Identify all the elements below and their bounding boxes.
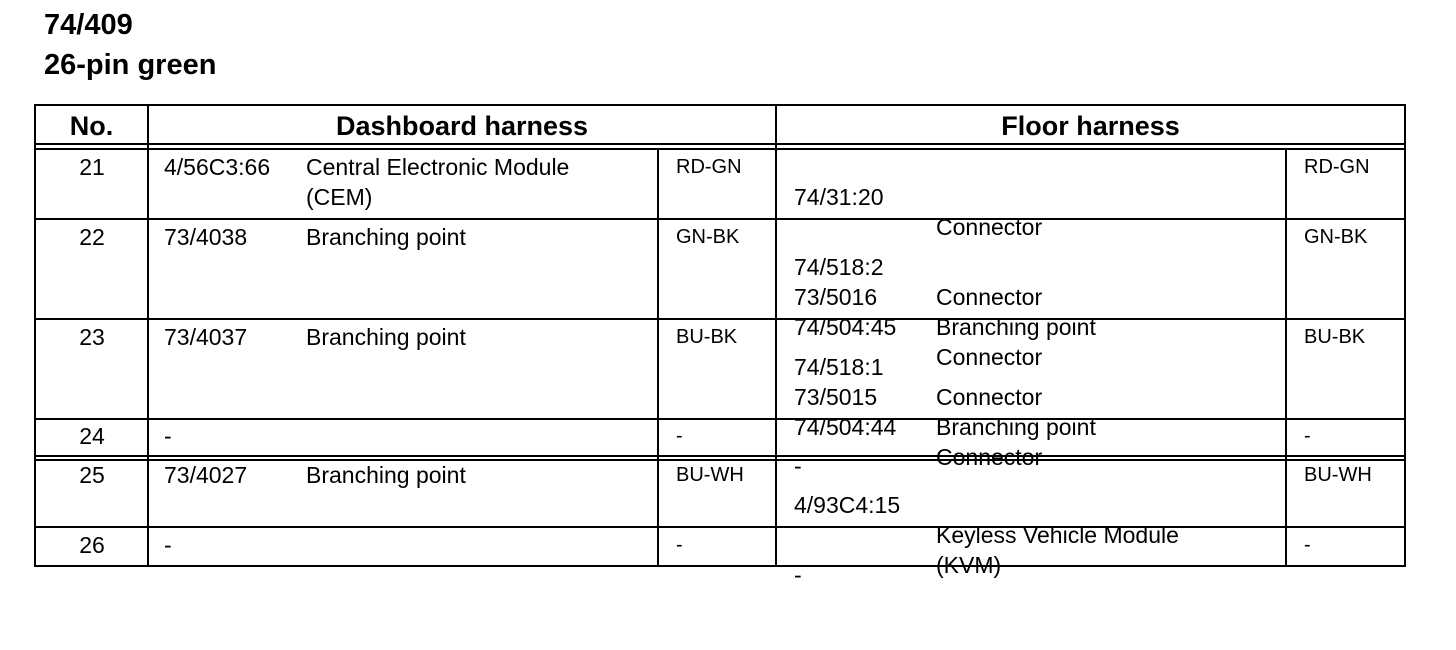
dashboard-wire-color: GN-BK — [676, 226, 740, 248]
floor-wire-color: BU-BK — [1304, 326, 1366, 348]
pin-number: 24 — [79, 423, 105, 449]
dashboard-ref: 4/56C3:66 — [164, 154, 271, 180]
pin-number: 23 — [79, 324, 105, 350]
col-divider-dash-color — [657, 149, 659, 565]
dashboard-wire-color: - — [676, 425, 683, 447]
dashboard-description: Branching point — [306, 224, 466, 250]
floor-wire-color: - — [1304, 534, 1311, 556]
floor-ref: 74/518:2 — [794, 254, 884, 280]
floor-ref: 74/31:20 — [794, 184, 884, 210]
pin-number: 22 — [79, 224, 105, 250]
floor-ref: - — [794, 453, 802, 479]
row-separator — [36, 418, 1404, 420]
header-no: No. — [69, 111, 114, 141]
connector-description: 26-pin green — [44, 49, 217, 81]
dashboard-wire-color: RD-GN — [676, 156, 742, 178]
dashboard-ref: - — [164, 532, 172, 558]
floor-ref: - — [794, 562, 802, 588]
floor-entry — [794, 530, 832, 650]
floor-description: Connector — [936, 284, 1043, 310]
pin-number: 21 — [79, 154, 105, 180]
dashboard-ref: - — [164, 423, 172, 449]
floor-wire-color: GN-BK — [1304, 226, 1368, 248]
floor-description: Connector — [936, 214, 1043, 240]
col-divider-harness — [775, 106, 777, 565]
pin-number: 25 — [79, 462, 105, 488]
floor-description: Connector — [936, 384, 1043, 410]
dashboard-wire-color: BU-WH — [676, 464, 744, 486]
pinout-table — [34, 104, 1406, 588]
dashboard-ref: 73/4037 — [164, 324, 248, 350]
floor-ref: 4/93C4:15 — [794, 492, 901, 518]
floor-description: Keyless Vehicle Module (KVM) — [936, 522, 1179, 578]
floor-ref: 74/504:45 — [794, 314, 897, 340]
floor-description: Connector — [936, 444, 1043, 470]
dashboard-wire-color: BU-BK — [676, 326, 738, 348]
floor-ref: 74/504:44 — [794, 414, 897, 440]
dashboard-description: Branching point — [306, 324, 466, 350]
floor-wire-color: - — [1304, 425, 1311, 447]
floor-description: Branching point — [936, 414, 1096, 440]
row-separator — [36, 526, 1404, 528]
header-floor-harness: Floor harness — [1001, 111, 1180, 141]
floor-description: Connector — [936, 344, 1043, 370]
floor-ref: 73/5015 — [794, 384, 878, 410]
header-rule-bottom — [36, 148, 1404, 150]
pin-number: 26 — [79, 532, 105, 558]
dashboard-ref: 73/4027 — [164, 462, 248, 488]
floor-ref: 74/518:1 — [794, 354, 884, 380]
dashboard-description: Central Electronic Module (CEM) — [306, 154, 570, 210]
row-separator — [36, 218, 1404, 220]
header-rule-top — [36, 143, 1404, 145]
dashboard-description: Branching point — [306, 462, 466, 488]
dashboard-ref: 73/4038 — [164, 224, 248, 250]
connector-id: 74/409 — [44, 9, 133, 41]
header-dashboard-harness: Dashboard harness — [335, 111, 589, 141]
row-separator — [36, 455, 1404, 457]
floor-wire-color: RD-GN — [1304, 156, 1370, 178]
dashboard-wire-color: - — [676, 534, 683, 556]
floor-wire-color: BU-WH — [1304, 464, 1372, 486]
floor-ref: 73/5016 — [794, 284, 878, 310]
col-divider-floor-color — [1285, 149, 1287, 565]
row-separator — [36, 318, 1404, 320]
floor-description: Branching point — [936, 314, 1096, 340]
